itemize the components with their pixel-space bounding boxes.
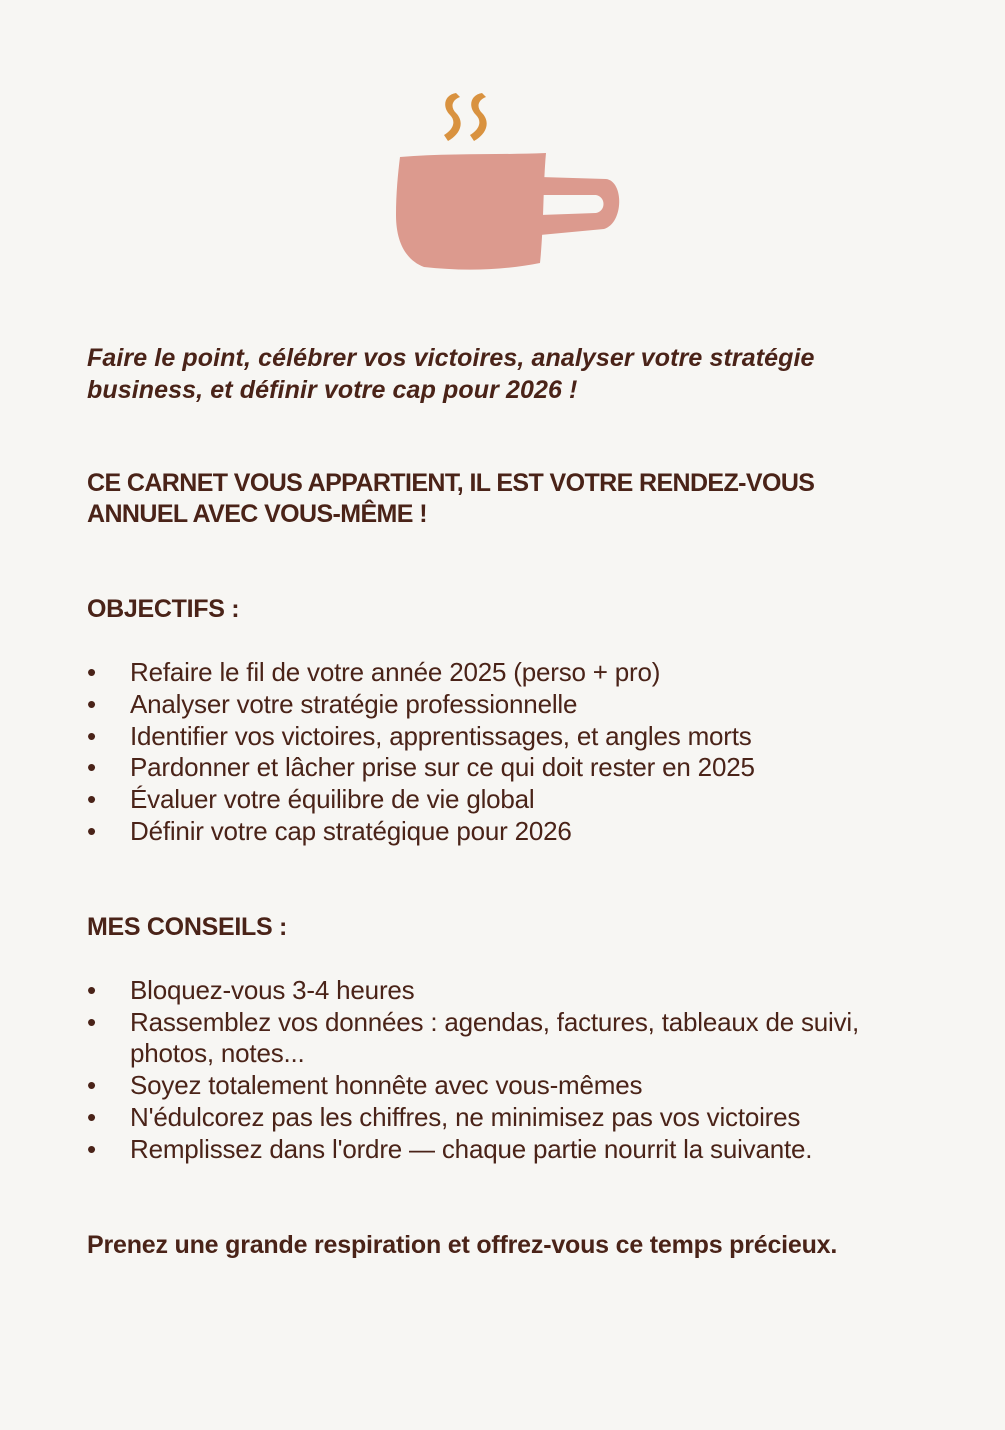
closing-text: Prenez une grande respiration et offrez-vous ce temps précieux. (87, 1230, 838, 1259)
coffee-cup-icon (390, 85, 630, 275)
list-item-text: Définir votre cap stratégique pour 2026 (130, 815, 572, 846)
advice-list (87, 975, 917, 1166)
advice-heading: MES CONSEILS : (87, 912, 287, 941)
intro-text: Faire le point, célébrer vos victoires, analyser votre stratégie business, et définir votre cap pour 2026 ! (87, 344, 815, 404)
list-item-text: Remplissez dans l'ordre — chaque partie nourrit la suivante. (130, 1133, 813, 1164)
list-item-text: Soyez totalement honnête avec vous-mêmes (130, 1070, 643, 1101)
bullet-icon: • (87, 688, 96, 719)
bullet-icon: • (87, 974, 96, 1005)
list-item (87, 1070, 917, 1102)
list-item (87, 784, 917, 816)
objectives-list (87, 657, 917, 848)
list-item (87, 975, 917, 1007)
cup-body (396, 153, 546, 270)
list-item-text: Identifier vos victoires, apprentissages, et angles morts (130, 720, 752, 751)
list-item-text: Analyser votre stratégie professionnelle (130, 688, 578, 719)
bullet-icon: • (87, 720, 96, 751)
list-item (87, 721, 917, 753)
bullet-icon: • (87, 657, 96, 687)
steam-right-icon (470, 93, 487, 141)
list-item-text: Évaluer votre équilibre de vie global (130, 784, 535, 815)
list-item-text: Bloquez-vous 3-4 heures (130, 974, 415, 1005)
objectives-heading: OBJECTIFS : (87, 595, 240, 623)
bullet-icon: • (87, 752, 96, 783)
headline: CE CARNET VOUS APPARTIENT, IL EST VOTRE RENDEZ-VOUS ANNUEL AVEC VOUS-MÊME ! (87, 469, 815, 528)
list-item-text: N'édulcorez pas les chiffres, ne minimisez pas vos victoires (130, 1101, 801, 1132)
bullet-icon: • (87, 1101, 96, 1132)
list-item-text: Refaire le fil de votre année 2025 (perso + pro) (130, 657, 661, 687)
list-item-text: Rassemblez vos données : agendas, factures, tableaux de suivi, photos, notes... (130, 1006, 860, 1069)
list-item (87, 689, 917, 721)
list-item (87, 1007, 917, 1071)
cup-handle (540, 177, 619, 235)
list-item (87, 1102, 917, 1134)
list-item (87, 657, 917, 689)
steam-left-icon (444, 93, 461, 141)
list-item (87, 752, 917, 784)
list-item-text: Pardonner et lâcher prise sur ce qui doit rester en 2025 (130, 752, 755, 783)
bullet-icon: • (87, 1006, 96, 1037)
list-item (87, 816, 917, 848)
list-item (87, 1134, 917, 1166)
bullet-icon: • (87, 784, 96, 815)
bullet-icon: • (87, 815, 96, 846)
bullet-icon: • (87, 1133, 96, 1164)
content (87, 342, 917, 1261)
bullet-icon: • (87, 1070, 96, 1101)
